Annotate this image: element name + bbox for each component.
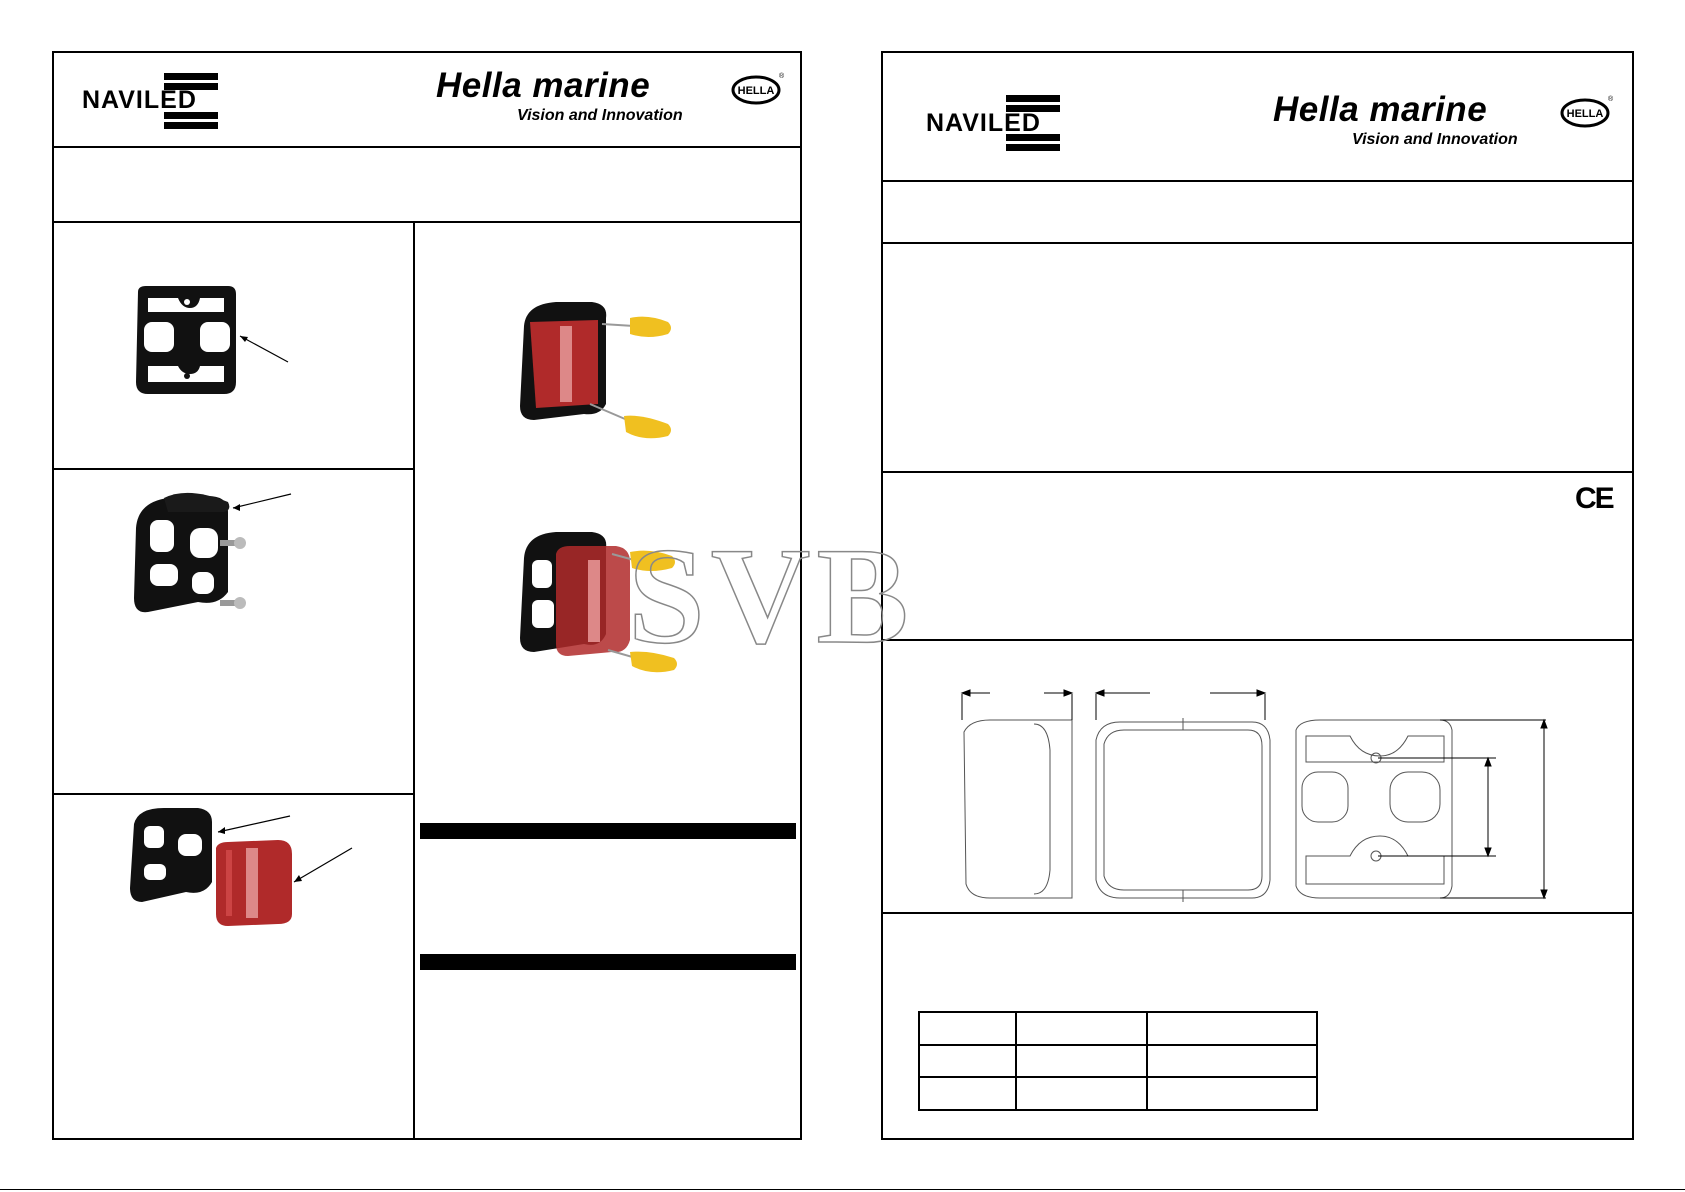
right-drawing-divider: [881, 912, 1634, 914]
right-page-frame: [881, 51, 1634, 1140]
screwdriver-removal-illustration: [512, 296, 688, 446]
side-view-drawing: [964, 720, 1072, 898]
naviled-logo-text: NAVILED: [82, 86, 197, 114]
dimension-drawing: [950, 680, 1560, 910]
table-cell: [1147, 1045, 1317, 1078]
front-view-drawing: [1096, 718, 1270, 902]
left-header-divider: [52, 146, 802, 148]
bottom-edge-line: [0, 1189, 1685, 1190]
housing-screws-illustration: [128, 488, 298, 628]
section-header-bar: [420, 954, 796, 970]
naviled-logo-text: NAVILED: [926, 109, 1041, 137]
table-row: [919, 1077, 1317, 1110]
svg-text:®: ®: [779, 73, 785, 80]
hella-tagline: Vision and Innovation: [517, 107, 683, 124]
svg-text:®: ®: [1608, 96, 1614, 103]
table-cell: [1147, 1012, 1317, 1045]
spec-table: [918, 1011, 1318, 1111]
right-header-divider: [881, 180, 1634, 182]
left-step1-divider: [52, 468, 414, 470]
screw-icon: [220, 597, 246, 609]
housing-lens-illustration: [128, 804, 358, 934]
right-title-divider: [881, 242, 1634, 244]
svg-text:HELLA: HELLA: [1566, 108, 1604, 120]
left-step2-divider: [52, 793, 414, 795]
hella-oval-badge-icon: [731, 71, 783, 105]
hella-marine-wordmark: Hella marine: [1273, 90, 1488, 129]
svg-text:HELLA: HELLA: [737, 85, 775, 97]
ce-mark: CE: [1575, 482, 1613, 515]
table-cell: [919, 1077, 1016, 1110]
left-column-divider: [413, 221, 415, 1140]
table-row: [919, 1012, 1317, 1045]
table-cell: [1016, 1045, 1147, 1078]
screwdriver-handle-icon: [630, 317, 671, 337]
section-header-bar: [420, 823, 796, 839]
hella-tagline: Vision and Innovation: [1352, 131, 1518, 148]
screwdriver-handle-icon: [624, 416, 671, 439]
rear-view-drawing: [1296, 720, 1452, 898]
left-title-divider: [52, 221, 802, 223]
svb-watermark: SVB: [628, 519, 915, 672]
table-cell: [1147, 1077, 1317, 1110]
right-description-divider: [881, 471, 1634, 473]
table-cell: [1016, 1077, 1147, 1110]
hella-marine-wordmark: Hella marine: [436, 66, 651, 105]
base-plate-illustration: [128, 282, 298, 402]
table-cell: [919, 1045, 1016, 1078]
table-row: [919, 1045, 1317, 1078]
right-approvals-divider: [881, 639, 1634, 641]
table-cell: [919, 1012, 1016, 1045]
hella-oval-badge-icon: [1560, 94, 1612, 128]
table-cell: [1016, 1012, 1147, 1045]
